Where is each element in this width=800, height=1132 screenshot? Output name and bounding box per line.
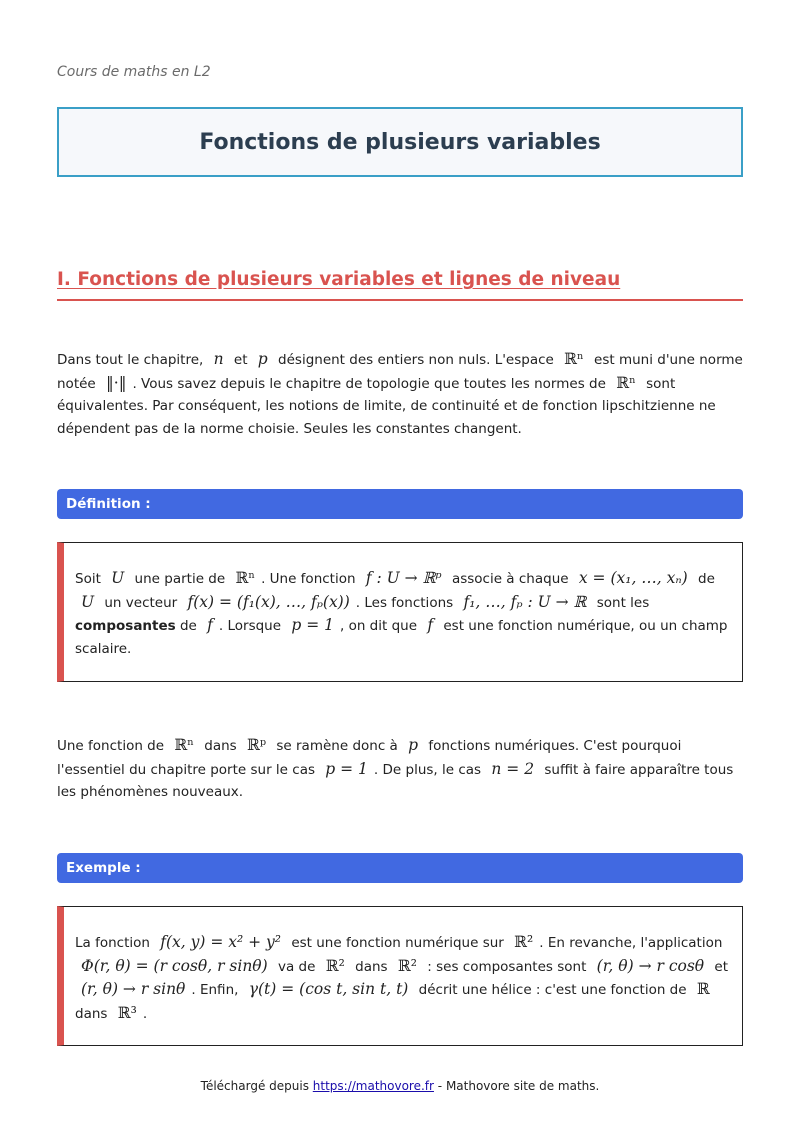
math: (r, θ) → r cosθ <box>596 956 705 975</box>
section-heading-block <box>57 269 743 301</box>
math: p = 1 <box>291 616 334 634</box>
text: dans <box>204 738 237 754</box>
example-banner: Exemple : <box>57 853 743 883</box>
math: ℝⁿ <box>174 736 194 754</box>
text: Dans tout le chapitre, <box>57 352 204 368</box>
math: f(x) = (f₁(x), …, fₚ(x)) <box>187 592 350 611</box>
text: . Les fonctions <box>355 594 454 611</box>
text: et <box>233 352 248 368</box>
title-box <box>57 107 743 177</box>
math: p <box>257 350 268 368</box>
math: f <box>427 616 434 634</box>
text: , on dit que <box>339 618 418 634</box>
math: U <box>81 592 95 611</box>
math: ℝ² <box>514 933 534 951</box>
text: désignent des entiers non nuls. L'espace <box>278 352 554 368</box>
text: sont équivalentes. Par conséquent, les notions de limite, de continuité et de fonction lipschitzienne ne dépendent pas de la norme choisie. Seules les constantes changent. <box>57 375 716 437</box>
text: dans <box>355 958 388 975</box>
text: est muni d'une norme notée <box>57 352 743 392</box>
text: . En revanche, l'application <box>539 935 723 951</box>
text: décrit une hélice : c'est une fonction de <box>418 982 687 998</box>
page-title: Fonctions de plusieurs variables <box>199 129 601 155</box>
math: f <box>207 616 213 634</box>
math: x = (x₁, …, xₙ) <box>578 569 688 587</box>
example-card <box>57 906 743 1046</box>
definition-banner: Définition : <box>57 489 743 519</box>
text: est une fonction numérique sur <box>291 935 504 951</box>
text: : ses composantes sont <box>427 958 587 975</box>
section-heading: I. Fonctions de plusieurs variables et lignes de niveau <box>57 269 621 290</box>
text: de <box>179 618 197 634</box>
math: γ(t) = (cos t, sin t, t) <box>248 980 409 998</box>
text: . Enfin, <box>191 982 239 998</box>
math: n <box>213 350 224 368</box>
math: ℝⁿ <box>616 373 636 392</box>
math: ‖·‖ <box>106 373 127 392</box>
math: ℝᵖ <box>246 736 267 754</box>
definition-card <box>57 542 743 682</box>
math: f(x, y) = x² + y² <box>160 933 282 951</box>
footer-prefix: Téléchargé depuis <box>200 1079 309 1093</box>
footer-suffix: - Mathovore site de maths. <box>437 1079 600 1093</box>
footer <box>0 1079 800 1093</box>
text: dans <box>75 1005 108 1022</box>
course-label: Cours de maths en L2 <box>57 64 211 80</box>
text: et <box>714 958 729 975</box>
text: une partie de <box>134 571 226 587</box>
math: U <box>111 569 125 587</box>
text: Soit <box>75 571 101 587</box>
math: (r, θ) → r sinθ <box>81 980 186 998</box>
text: fonctions numériques. C'est pourquoi l'essentiel du chapitre porte sur le cas <box>57 738 682 778</box>
bold-term: composantes <box>75 618 176 634</box>
footer-link[interactable]: https://mathovore.fr <box>312 1079 434 1093</box>
text: sont les <box>596 594 650 611</box>
text: associe à chaque <box>451 571 569 587</box>
intro-paragraph <box>57 348 743 440</box>
text: un vecteur <box>104 594 178 611</box>
text: de <box>698 571 715 587</box>
text: . <box>142 1005 148 1022</box>
math: ℝⁿ <box>564 350 584 368</box>
math: p = 1 <box>325 759 368 778</box>
text: est une fonction numérique, ou un champ scalaire. <box>75 618 728 657</box>
text: . Vous savez depuis le chapitre de topologie que toutes les normes de <box>132 375 606 392</box>
math: ℝ² <box>325 956 345 975</box>
text: se ramène donc à <box>276 738 398 754</box>
text: La fonction <box>75 935 150 951</box>
math: f : U → ℝᵖ <box>365 569 442 587</box>
math: ℝ <box>696 980 710 998</box>
math: f₁, …, fₚ : U → ℝ <box>463 592 587 611</box>
second-paragraph <box>57 734 743 804</box>
math: p <box>408 736 419 754</box>
text: va de <box>277 958 316 975</box>
math: n = 2 <box>491 759 535 778</box>
text: . Lorsque <box>218 618 282 634</box>
math: ℝ³ <box>117 1003 137 1022</box>
text: . Une fonction <box>261 571 356 587</box>
math: Φ(r, θ) = (r cosθ, r sinθ) <box>81 956 268 975</box>
text: . De plus, le cas <box>373 761 482 778</box>
math: ℝⁿ <box>235 569 256 587</box>
text: suffit à faire apparaître tous les phénomènes nouveaux. <box>57 761 734 800</box>
math: ℝ² <box>397 956 417 975</box>
text: Une fonction de <box>57 738 165 754</box>
